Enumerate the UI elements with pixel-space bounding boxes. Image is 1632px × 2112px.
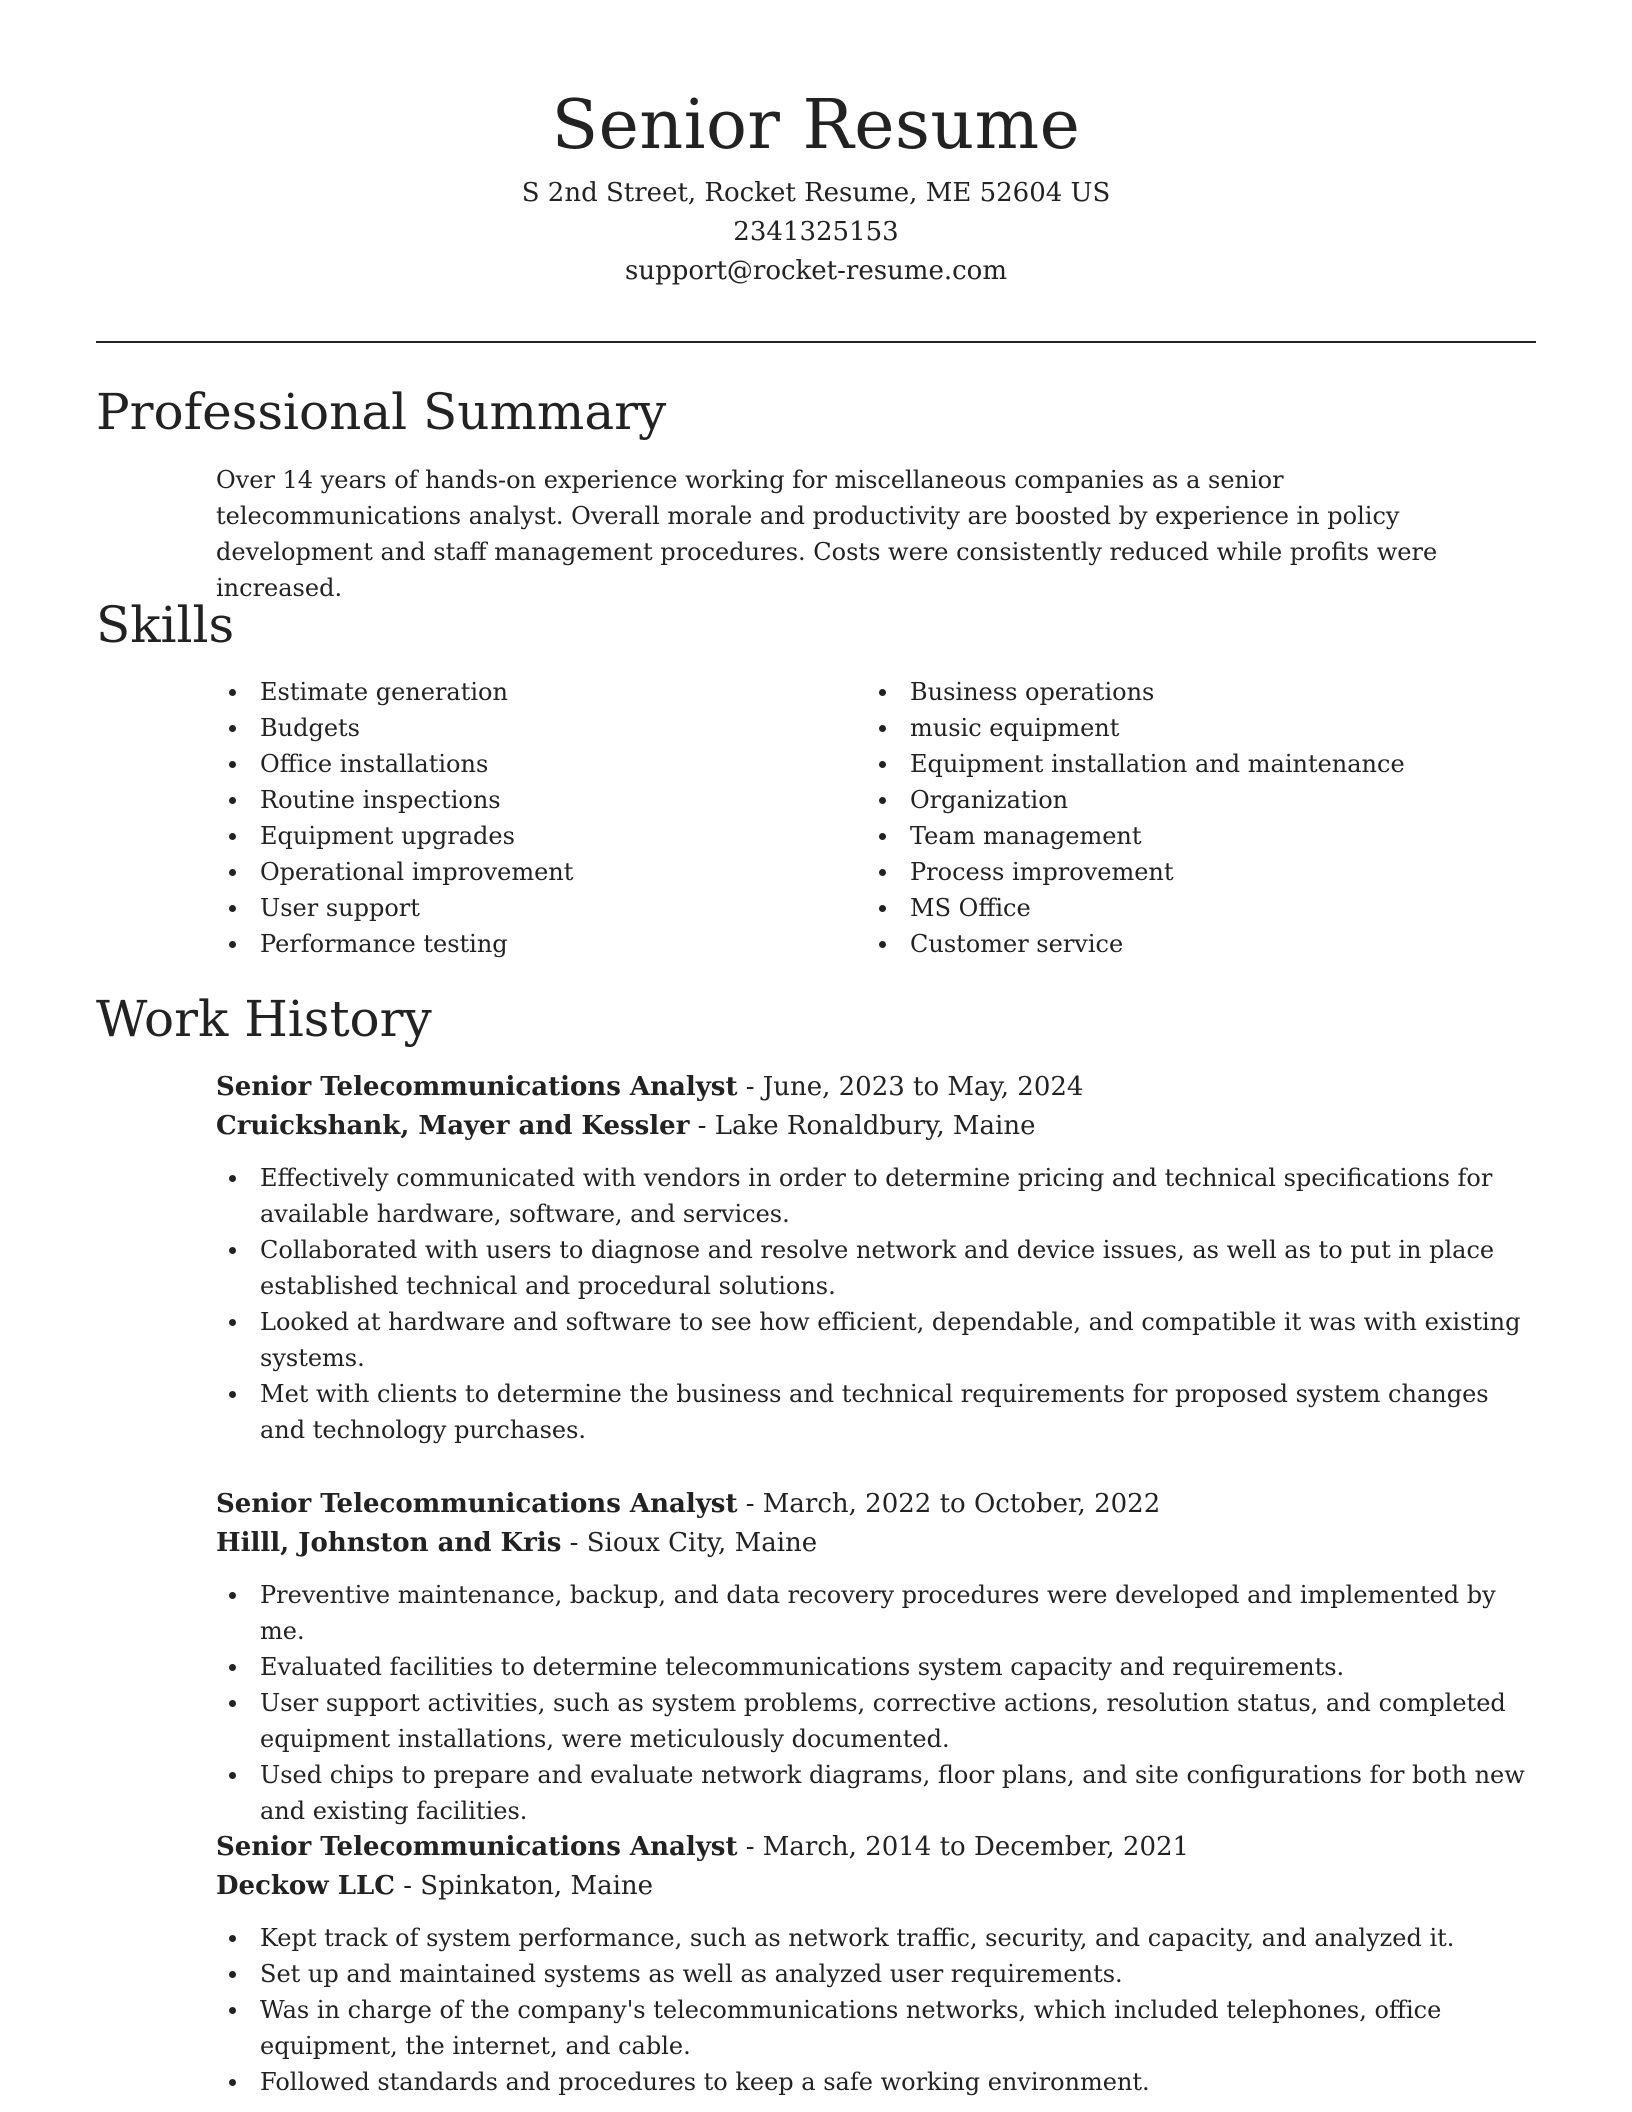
- separator: -: [737, 1489, 763, 1519]
- skill-item: Equipment installation and maintenance: [866, 746, 1536, 782]
- job-location: Lake Ronaldbury, Maine: [714, 1111, 1036, 1141]
- header-divider: [96, 341, 1536, 343]
- job-entry: [216, 1485, 1536, 1829]
- bullet-icon: [229, 1592, 236, 1599]
- skills-heading: Skills: [96, 596, 235, 654]
- job-company: Cruickshank, Mayer and Kessler: [216, 1111, 690, 1141]
- bullet-icon: [229, 1971, 236, 1978]
- job-entry: [216, 1068, 1536, 1448]
- job-title: Senior Telecommunications Analyst: [216, 1072, 738, 1102]
- skill-item: Budgets: [216, 710, 856, 746]
- job-title-line: [216, 1828, 1536, 1867]
- bullet-icon: [229, 761, 236, 768]
- bullet-icon: [879, 725, 886, 732]
- resume-header: [96, 78, 1536, 291]
- job-title-line: [216, 1485, 1536, 1524]
- job-entry: [216, 1828, 1536, 2100]
- skill-item: Team management: [866, 818, 1536, 854]
- separator: -: [561, 1528, 587, 1558]
- bullet-icon: [879, 905, 886, 912]
- bullet-icon: [229, 689, 236, 696]
- skill-item: Organization: [866, 782, 1536, 818]
- job-title: Senior Telecommunications Analyst: [216, 1832, 738, 1862]
- skill-item: User support: [216, 890, 856, 926]
- job-bullet: Met with clients to determine the business and technical requirements for proposed system changes and technology purchases.: [216, 1376, 1536, 1448]
- work-history-heading: Work History: [96, 990, 432, 1048]
- job-location: Spinkaton, Maine: [420, 1871, 654, 1901]
- job-dates: March, 2022 to October, 2022: [762, 1489, 1161, 1519]
- skill-item: Estimate generation: [216, 674, 856, 710]
- job-dates: June, 2023 to May, 2024: [762, 1072, 1084, 1102]
- job-bullet: Looked at hardware and software to see how efficient, dependable, and compatible it was with existing systems.: [216, 1304, 1536, 1376]
- bullet-icon: [229, 833, 236, 840]
- contact-phone: 2341325153: [733, 217, 899, 247]
- resume-name: Senior Resume: [551, 86, 1081, 165]
- bullet-icon: [229, 2007, 236, 2014]
- bullet-icon: [229, 941, 236, 948]
- job-bullet: Effectively communicated with vendors in order to determine pricing and technical specifications for available hardware, software, and services.: [216, 1160, 1536, 1232]
- bullet-icon: [229, 1700, 236, 1707]
- bullet-icon: [229, 1247, 236, 1254]
- bullet-icon: [229, 1935, 236, 1942]
- separator: -: [737, 1072, 763, 1102]
- skill-item: Business operations: [866, 674, 1536, 710]
- bullet-icon: [879, 761, 886, 768]
- skill-item: Routine inspections: [216, 782, 856, 818]
- bullet-icon: [229, 2079, 236, 2086]
- bullet-icon: [229, 1391, 236, 1398]
- job-company-line: [216, 1107, 1536, 1146]
- job-bullets: [216, 1577, 1536, 1829]
- bullet-icon: [229, 1772, 236, 1779]
- skill-item: Operational improvement: [216, 854, 856, 890]
- skill-item: Office installations: [216, 746, 856, 782]
- job-company-line: [216, 1867, 1536, 1906]
- job-bullet: User support activities, such as system problems, corrective actions, resolution status, and completed equipment installations, were meticulously documented.: [216, 1685, 1536, 1757]
- skill-item: Process improvement: [866, 854, 1536, 890]
- job-bullet: Evaluated facilities to determine telecommunications system capacity and requirements.: [216, 1649, 1536, 1685]
- skill-item: Performance testing: [216, 926, 856, 962]
- job-bullets: [216, 1920, 1536, 2100]
- separator: -: [394, 1871, 421, 1901]
- skill-item: music equipment: [866, 710, 1536, 746]
- job-dates: March, 2014 to December, 2021: [762, 1832, 1190, 1862]
- job-location: Sioux City, Maine: [586, 1528, 818, 1558]
- skills-list-left: [216, 674, 856, 962]
- job-bullet: Preventive maintenance, backup, and data recovery procedures were developed and implemented by me.: [216, 1577, 1536, 1649]
- job-title: Senior Telecommunications Analyst: [216, 1489, 738, 1519]
- skill-item: Equipment upgrades: [216, 818, 856, 854]
- job-bullet: Followed standards and procedures to keep a safe working environment.: [216, 2064, 1536, 2100]
- contact-address: S 2nd Street, Rocket Resume, ME 52604 US: [521, 178, 1111, 208]
- bullet-icon: [879, 797, 886, 804]
- bullet-icon: [229, 1175, 236, 1182]
- separator: -: [689, 1111, 715, 1141]
- bullet-icon: [229, 869, 236, 876]
- separator: -: [737, 1832, 763, 1862]
- job-bullets: [216, 1160, 1536, 1448]
- bullet-icon: [879, 941, 886, 948]
- skill-item: Customer service: [866, 926, 1536, 962]
- skills-list-right: [866, 674, 1536, 962]
- job-title-line: [216, 1068, 1536, 1107]
- bullet-icon: [229, 725, 236, 732]
- job-company: Deckow LLC: [216, 1871, 395, 1901]
- contact-email: support@rocket-resume.com: [624, 256, 1007, 286]
- bullet-icon: [879, 833, 886, 840]
- summary-heading: Professional Summary: [96, 383, 667, 441]
- job-bullet: Used chips to prepare and evaluate network diagrams, floor plans, and site configurations for both new and existing facilities.: [216, 1757, 1536, 1829]
- summary-text: Over 14 years of hands-on experience working for miscellaneous companies as a senior telecommunications analyst. Overall morale and productivity are boosted by experience in policy development and staff management procedures. Costs were consistently reduced while profits were increased.: [216, 466, 1438, 602]
- job-bullet: Was in charge of the company's telecommunications networks, which included telephones, office equipment, the internet, and cable.: [216, 1992, 1536, 2064]
- job-company-line: [216, 1524, 1536, 1563]
- bullet-icon: [229, 1664, 236, 1671]
- job-bullet: Kept track of system performance, such as network traffic, security, and capacity, and analyzed it.: [216, 1920, 1536, 1956]
- job-bullet: Set up and maintained systems as well as analyzed user requirements.: [216, 1956, 1536, 1992]
- bullet-icon: [229, 905, 236, 912]
- bullet-icon: [879, 869, 886, 876]
- skill-item: MS Office: [866, 890, 1536, 926]
- bullet-icon: [879, 689, 886, 696]
- bullet-icon: [229, 1319, 236, 1326]
- job-company: Hilll, Johnston and Kris: [216, 1528, 562, 1558]
- job-bullet: Collaborated with users to diagnose and resolve network and device issues, as well as to put in place established technical and procedural solutions.: [216, 1232, 1536, 1304]
- bullet-icon: [229, 797, 236, 804]
